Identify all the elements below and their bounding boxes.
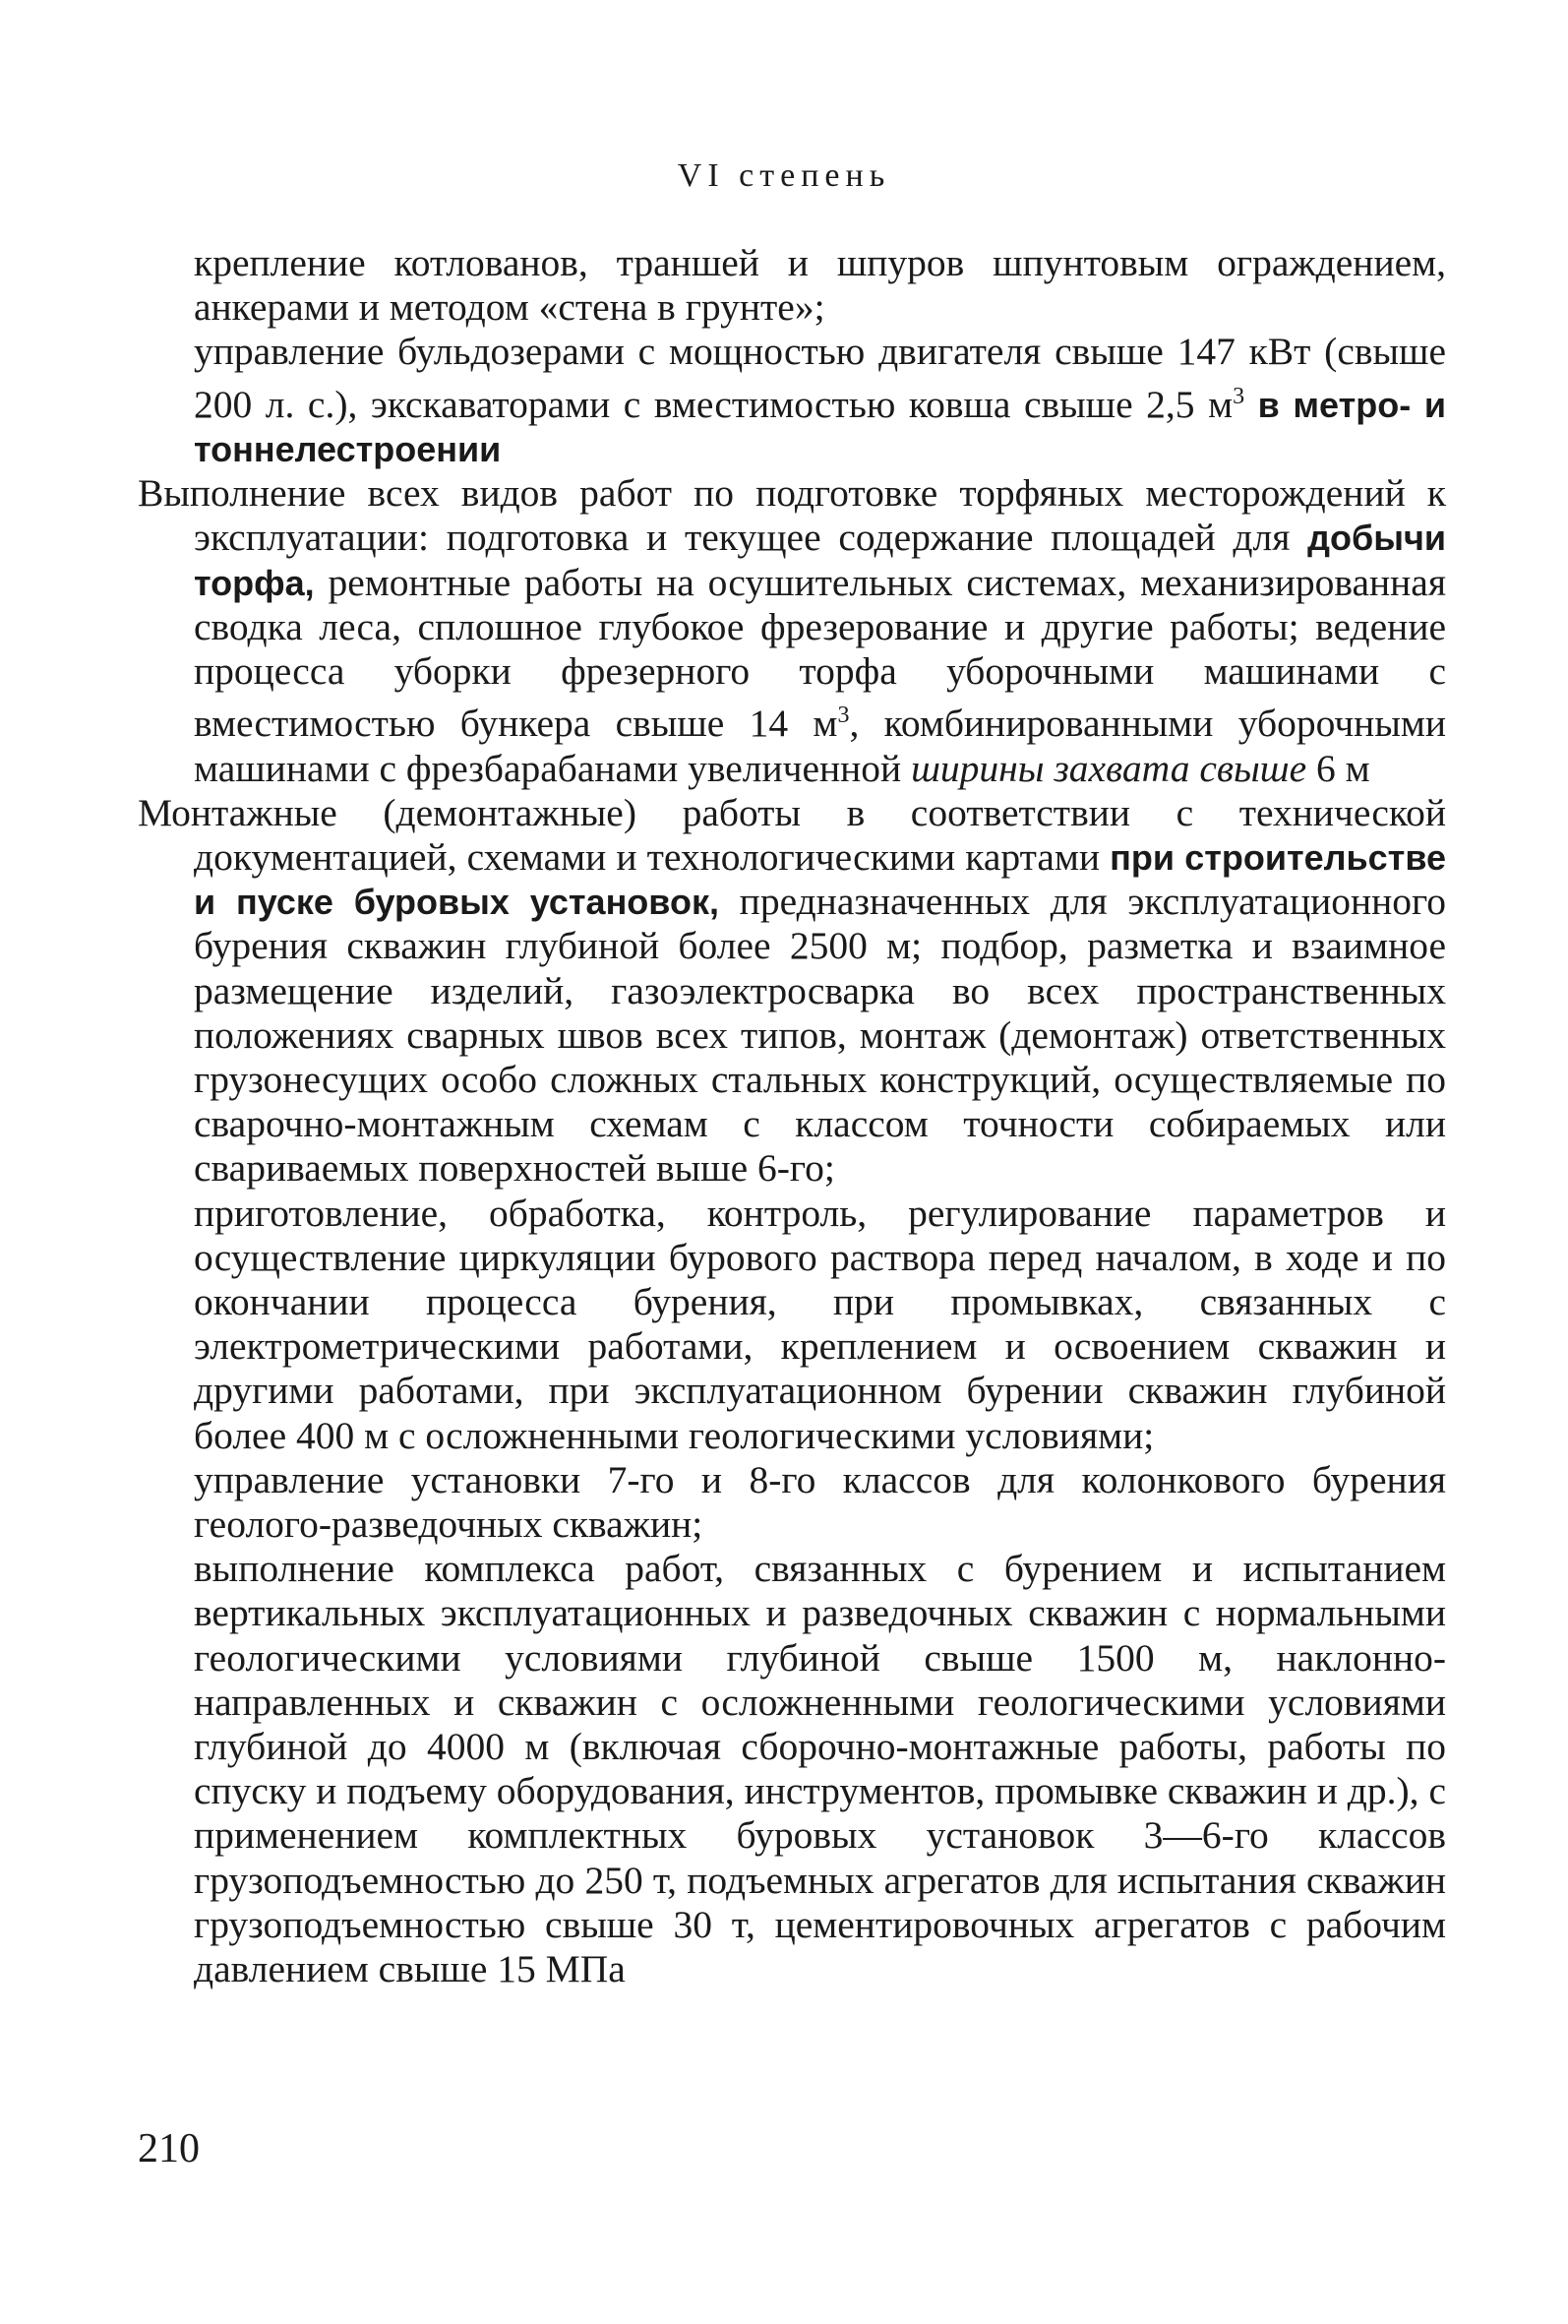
paragraph-text: Монтажные (демонтажные) работы в соответствии с технической документацией, схемами и технологическими картами	[138, 790, 1446, 879]
bold-text: добычи торфа,	[194, 518, 1446, 603]
document-body	[138, 241, 1446, 1991]
paragraph-text: крепление котлованов, траншей и шпуров шпунтовым ограждением, анкерами и методом «стена в грунте»;	[194, 241, 1446, 330]
paragraph-text: управление установки 7-го и 8-го классов для колонкового бурения геолого-разведочных скважин;	[194, 1457, 1446, 1546]
paragraph-text	[1244, 383, 1258, 426]
superscript-text: 3	[1233, 383, 1245, 409]
paragraph-text: , комбинированными уборочными машинами с фрезбарабанами увеличенной	[194, 702, 1446, 790]
page-title: VI степень	[677, 157, 891, 194]
paragraph-text: выполнение комплекса работ, связанных с бурением и испытанием вертикальных эксплуатационных и разведочных скважин с нормальными геологическими условиями глубиной свыше 1500 м, наклонно-направленных и скважин с осложненными геологическими условиями глубиной до 4000 м (включая сборочно-монтажные работы, работы по спуску и подъему оборудования, инструментов, промывке скважин и др.), с применением комплектных буровых установок 3—6-го классов грузоподъемностью до 250 т, подъемных агрегатов для испытания скважин грузоподъемностью свыше 30 т, цементировочных агрегатов с рабочим давлением свыше 15 МПа	[194, 1547, 1446, 1991]
subsection-paragraph	[138, 1192, 1446, 1458]
paragraph-text: предназначенных для эксплуатационного бурения скважин глубиной более 2500 м; подбор, разметка и взаимное размещение изделий, газоэлектросварка во всех пространственных положениях сварных швов всех типов, монтаж (демонтаж) ответственных грузонесущих особо сложных стальных конструкций, осуществляемые по сварочно-монтажным схемам с классом точности собираемых или свариваемых поверхностей выше 6-го;	[194, 880, 1446, 1191]
section-paragraph	[138, 791, 1446, 1192]
section-paragraph	[138, 471, 1446, 791]
subsection-paragraph	[138, 241, 1446, 330]
bold-text: в метро- и тоннелестроении	[194, 384, 1446, 469]
subsection-paragraph	[138, 1458, 1446, 1547]
superscript-text: 3	[837, 703, 850, 729]
paragraph-text: управление бульдозерами с мощностью двигателя свыше 147 кВт (свыше 200 л. с.), экскаваторами с вместимостью ковша свыше 2,5 м	[194, 330, 1446, 426]
paragraph-text: Выполнение всех видов работ по подготовке торфяных месторождений к эксплуатации: подготовка и текущее содержание площадей для	[138, 471, 1446, 560]
paragraph-text: 6 м	[1306, 746, 1370, 790]
paragraph-text: ремонтные работы на осушительных системах, механизированная сводка леса, сплошное глубокое фрезерование и другие работы; ведение процесса уборки фрезерного торфа уборочными машинами с вместимостью бункера свыше 14 м	[194, 560, 1446, 746]
page-header	[0, 157, 1568, 195]
bold-text: при строительстве и пуске буровых установок,	[194, 836, 1446, 923]
italic-text: ширины захвата свыше	[911, 746, 1307, 790]
paragraph-text: приготовление, обработка, контроль, регулирование параметров и осуществление циркуляции бурового раствора перед началом, в ходе и по окончании процесса бурения, при промывках, связанных с электрометрическими работами, креплением и освоением скважин и другими работами, при эксплуатационном бурении скважин глубиной более 400 м с осложненными геологическими условиями;	[194, 1191, 1446, 1457]
subsection-paragraph	[138, 330, 1446, 471]
page-number-text: 210	[138, 2126, 200, 2171]
page-number	[138, 2125, 200, 2172]
subsection-paragraph	[138, 1547, 1446, 1991]
